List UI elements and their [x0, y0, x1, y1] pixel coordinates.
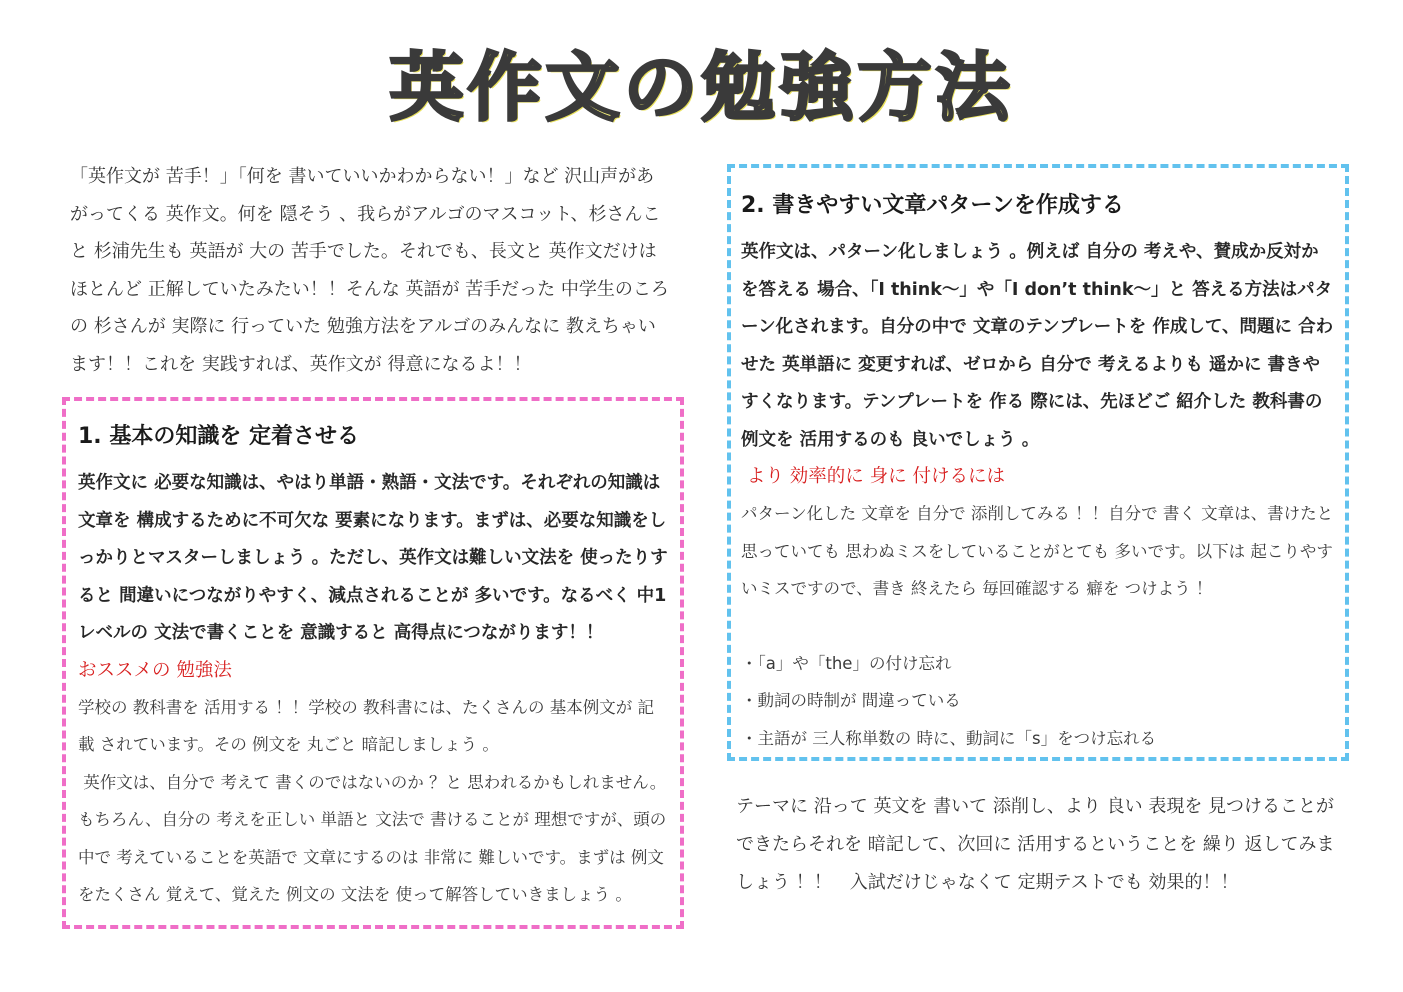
spacer: [741, 608, 1335, 645]
section-2-body: 英作文は、パターン化しましょう 。例えば 自分の 考えや、賛成か反対かを答える 場合、「I think～」や「I don’t think～」と 答える方法はパターン化されます。自分の中で 文章のテンプレートを 作成して、問題に 合わせた 英単語に 変更すれば、ゼロから 自分で 考えるよりも 遥かに 書きやすくなります。テンプレートを 作る 際には、先ほどご 紹介した 教科書の 例文を 活用するのも 良いでしょう 。: [741, 242, 1334, 450]
section-1-box: [62, 397, 684, 929]
section-2-subheading: より 効率的に 身に 付けるには: [741, 466, 1006, 487]
section-2-box: [727, 164, 1349, 761]
list-item: ・「a」や「the」の付け忘れ: [741, 653, 952, 673]
section-1-heading: 1. 基本の知識を 定着させる: [78, 424, 359, 449]
list-item: ・主語が 三人称単数の 時に、動詞に「s」をつけ忘れる: [741, 728, 1157, 748]
section-2-paragraph-1: パターン化した 文章を 自分で 添削してみる ！！自分で 書く 文章は、書けたと 思っていても 思わぬミスをしていることがとても 多いです。以下は 起こりやすいミスですので、書き 終えたら 毎回確認する 癖を つけよう ！: [741, 504, 1334, 598]
section-1-subheading: おススメの 勉強法: [78, 659, 232, 681]
outro-paragraph: テーマに 沿って 英文を 書いて 添削し、より 良い 表現を 見つけることが できたらそれを 暗記して、次回に 活用するということを 繰り 返してみましょう ！！ 入試だけじゃなくて 定期テストでも 効果的！！: [736, 796, 1335, 893]
section-2-heading: 2. 書きやすい文章パターンを作成する: [741, 193, 1124, 218]
intro-paragraph: 「英作文が 苦手！」「何を 書いていいかわからない！」など 沢山声があがってくる 英作文。何を 隠そう 、我らがアルゴのマスコット、杉さんこと 杉浦先生も 英語が 大の 苦手でした。それでも、長文と 英作文だけはほとんど 正解していたみたい！！そんな 英語が 苦手だった 中学生のころの 杉さんが 実際に 行っていた 勉強方法をアルゴのみんなに 教えちゃいます！！これを 実践すれば、英作文が 得意になるよ！！: [70, 166, 669, 375]
section-1-paragraph-2: 英作文は、自分で 考えて 書くのではないのか ？と 思われるかもしれません。もちろん、自分の 考えを正しい 単語と 文法で 書けることが 理想ですが、頭の 中で 考えていることを英語で 文章にするのは 非常に 難しいです。まずは 例文をたくさん 覚えて、覚えた 例文の 文法を 使って解答していきましょう 。: [78, 772, 672, 904]
section-1-body: 英作文に 必要な知識は、やはり単語・熟語・文法です。それぞれの知識は 文章を 構成するために不可欠な 要素になります。まずは、必要な知識をしっかりとマスターしましょう 。ただし、英作文は難しい文法を 使ったりすると 間違いにつながりやすく、減点されることが 多いです。なるべく 中1レベルの 文法で書くことを 意識すると 高得点につながります！！: [78, 473, 668, 643]
section-1-paragraph-1: 学校の 教科書を 活用する ！！学校の 教科書には、たくさんの 基本例文が 記載 されています。その 例文を 丸ごと 暗記しましょう 。: [78, 697, 654, 754]
page-title: 英作文の勉強方法: [389, 45, 1014, 131]
list-item: ・動詞の時制が 間違っている: [741, 691, 961, 710]
